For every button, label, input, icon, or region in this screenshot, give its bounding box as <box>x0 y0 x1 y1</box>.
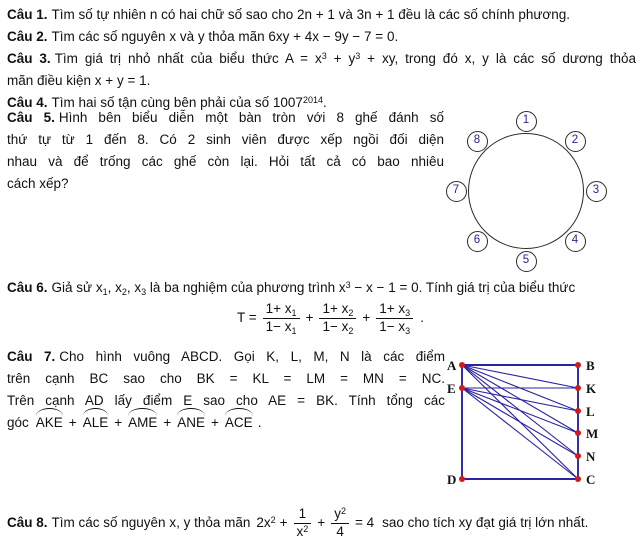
problem-text: Tìm các số nguyên x, y thỏa mãn <box>51 515 251 530</box>
vertex-label-c: C <box>586 472 596 487</box>
subscript: 1 <box>291 308 297 319</box>
subscript: 3 <box>141 287 147 297</box>
superscript: 2 <box>340 506 346 517</box>
fraction: $\frac{1+ x_3}{1- x_3}$ <box>376 301 413 334</box>
problem-text-line <box>7 346 445 368</box>
problem-label: Câu 4. <box>7 95 48 110</box>
problem-text: + xy, trong đó x, y là các số dương thỏa <box>360 51 636 66</box>
problem-label: Câu 7. <box>7 349 56 364</box>
plus-operator: + <box>211 415 219 430</box>
problem-label: Câu 8. <box>7 515 48 530</box>
vertex-label-l: L <box>586 404 595 419</box>
angle-ALE: ALE <box>83 412 109 434</box>
plus-operator: + <box>362 310 371 325</box>
plus-operator: + <box>279 515 288 530</box>
angle-AKE: AKE <box>36 412 63 434</box>
formula-T-sum <box>233 295 424 341</box>
vertex-label-d: D <box>447 472 457 487</box>
plus-operator: + <box>163 415 172 430</box>
problem-text: Cho hình vuông ABCD. Gọi K, L, M, N là các điểm <box>59 349 445 364</box>
subscript: 2 <box>348 325 354 336</box>
problem-text: góc <box>7 415 29 430</box>
superscript: 2 <box>270 515 276 525</box>
problem-cau-2 <box>7 26 398 48</box>
fraction: $\frac{1}{x^2}$ <box>294 506 312 539</box>
vertex-dot-m <box>575 430 581 436</box>
problem-text: + y <box>326 51 356 66</box>
superscript: 3 <box>321 51 327 61</box>
problem-text-line: nhau và để trống các ghế còn lại. Hỏi tất cả có bao nhiêu <box>7 154 444 169</box>
subscript: 2 <box>121 287 127 297</box>
subscript: 3 <box>405 325 411 336</box>
problem-cau-5 <box>7 107 444 195</box>
problem-text: . <box>322 95 327 110</box>
formula-lhs: T = <box>237 310 257 325</box>
problem-text: sao cho tích xy đạt giá trị lớn nhất. <box>382 515 589 530</box>
plus-operator: + <box>317 515 326 530</box>
angle-sum-line <box>7 412 445 434</box>
problem-label: Câu 6. <box>7 280 48 295</box>
cevian-lines <box>462 365 578 479</box>
seat-6: 6 <box>467 231 488 252</box>
formula-term: $2x^2$ <box>256 515 276 530</box>
problem-label: Câu 1. <box>7 7 48 22</box>
vertex-dot-k <box>575 385 581 391</box>
problem-cau-8 <box>7 499 588 547</box>
equals-term: = 4 <box>354 515 375 530</box>
problem-text-line: mãn điều kiện x + y = 1. <box>7 73 151 88</box>
plus-operator: + <box>68 415 77 430</box>
problem-text-line <box>7 48 636 70</box>
problem-text: Hình bên biểu diễn một bàn tròn với 8 ghế đánh số <box>58 110 444 125</box>
problem-cau-3 <box>7 48 636 92</box>
vertex-label-b: B <box>586 358 595 373</box>
seat-3: 3 <box>586 181 607 202</box>
problem-text: , x <box>126 280 142 295</box>
problem-text: Tìm giá trị nhỏ nhất của biểu thức A = x <box>54 51 322 66</box>
subscript: 2 <box>348 308 354 319</box>
vertex-label-a: A <box>447 358 457 373</box>
vertex-dot-b <box>575 362 581 368</box>
vertex-dot-e <box>459 385 465 391</box>
problem-text: , x <box>107 280 122 295</box>
period: . <box>257 415 262 430</box>
problem-cau-1 <box>7 4 570 26</box>
problem-text-line: trên cạnh BC sao cho BK = KL = LM = MN = NC. <box>7 371 445 386</box>
vertex-label-n: N <box>586 449 596 464</box>
vertex-dot-l <box>575 408 581 414</box>
plus-operator: + <box>305 310 314 325</box>
seat-2: 2 <box>565 131 586 152</box>
problem-label: Câu 5. <box>7 110 55 125</box>
problem-text: − x − 1 = 0. Tính giá trị của biểu thức <box>350 280 576 295</box>
problem-text: Giả sử x <box>51 280 103 295</box>
vertex-label-k: K <box>586 381 597 396</box>
angle-ACE: ACE <box>225 412 253 434</box>
vertex-dot-a <box>459 362 465 368</box>
fraction: $\frac{1+ x_2}{1- x_2}$ <box>319 301 356 334</box>
seat-4: 4 <box>565 231 586 252</box>
seat-8: 8 <box>467 131 488 152</box>
superscript: 3 <box>345 280 351 290</box>
superscript: 2014 <box>302 95 323 105</box>
problem-text-line: thứ tự từ 1 đến 8. Có 2 sinh viên được xếp ngồi đối diện <box>7 132 444 147</box>
round-table-diagram <box>440 103 640 273</box>
problem-text-line: cách xếp? <box>7 176 69 191</box>
vertex-label-e: E <box>447 381 456 396</box>
fraction: $\frac{1+ x_1}{1- x_1}$ <box>263 301 300 334</box>
fraction: $\frac{y^2}{4}$ <box>331 506 349 539</box>
problem-text: Tìm các số nguyên x và y thỏa mãn 6xy + 4x − 9y − 7 = 0. <box>51 29 399 44</box>
problem-label: Câu 3. <box>7 51 51 66</box>
angle-ANE: ANE <box>177 412 205 434</box>
problem-text-line: Trên cạnh AD lấy điểm E sao cho AE = BK. Tính tổng các <box>7 393 445 408</box>
seat-7: 7 <box>446 181 467 202</box>
subscript: 3 <box>405 308 411 319</box>
square-diagram <box>440 345 640 505</box>
problem-text: Tìm số tự nhiên n có hai chữ số sao cho 2n + 1 và 3n + 1 đều là các số chính phương. <box>51 7 571 22</box>
vertex-label-m: M <box>586 426 599 441</box>
subscript: 1 <box>291 325 297 336</box>
superscript: 2 <box>303 523 309 534</box>
subscript: 1 <box>102 287 108 297</box>
table-circle <box>468 133 584 249</box>
angle-AME: AME <box>128 412 157 434</box>
problem-label: Câu 2. <box>7 29 48 44</box>
seat-5: 5 <box>516 251 537 272</box>
vertex-dot-d <box>459 476 465 482</box>
seat-1: 1 <box>516 111 537 132</box>
problem-text: Tìm hai số tận cùng bên phải của số 1007 <box>51 95 303 110</box>
period: . <box>420 310 424 325</box>
problem-text: là ba nghiệm của phương trình x <box>146 280 346 295</box>
plus-operator: + <box>114 415 123 430</box>
problem-cau-7 <box>7 346 445 434</box>
superscript: 3 <box>355 51 361 61</box>
problem-text-line <box>7 107 444 129</box>
vertex-dot-n <box>575 453 581 459</box>
vertex-dot-c <box>575 476 581 482</box>
